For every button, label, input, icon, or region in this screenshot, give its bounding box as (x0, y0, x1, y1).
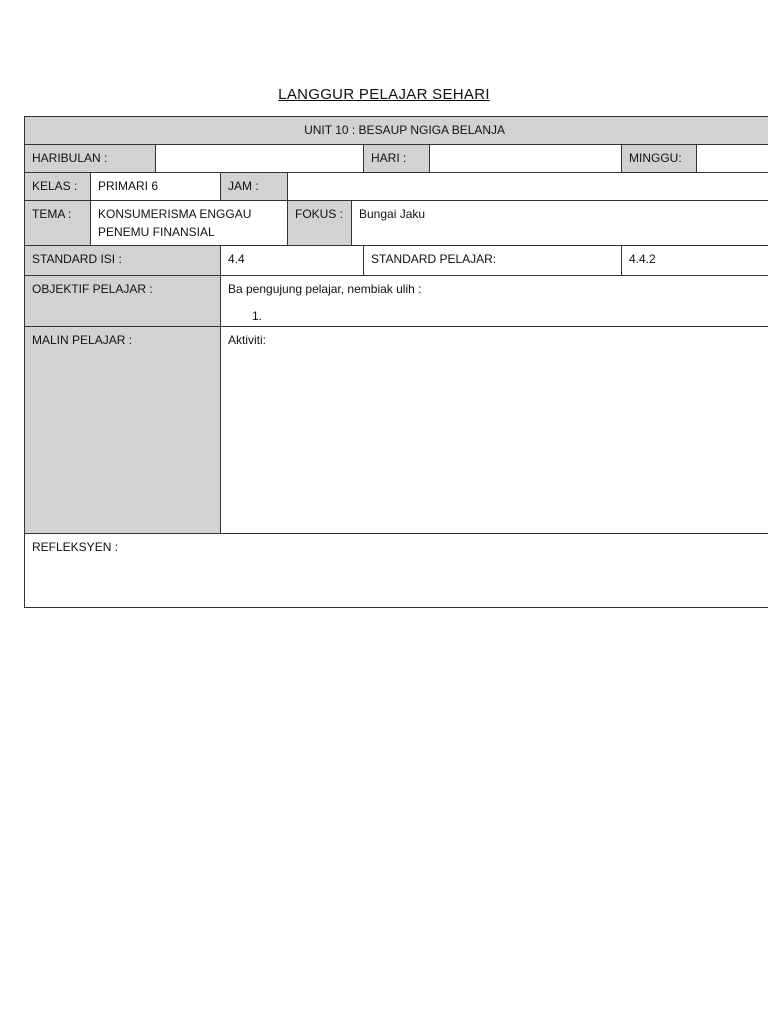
haribulan-label: HARIBULAN : (25, 145, 156, 173)
tema-label: TEMA : (25, 201, 91, 246)
unit-heading: UNIT 10 : BESAUP NGIGA BELANJA (25, 117, 768, 145)
standard-isi-field[interactable]: 4.4 (221, 246, 364, 276)
fokus-field[interactable]: Bungai Jaku (352, 201, 768, 246)
haribulan-field[interactable] (156, 145, 364, 173)
activity-row (25, 327, 768, 534)
objektif-field[interactable] (221, 276, 768, 327)
fokus-label: FOKUS : (288, 201, 352, 246)
class-row (25, 173, 768, 201)
unit-row (25, 117, 768, 145)
theme-row (25, 201, 768, 246)
standard-pelajar-field[interactable]: 4.4.2 (622, 246, 768, 276)
jam-label: JAM : (221, 173, 288, 201)
malin-label: MALIN PELAJAR : (25, 327, 221, 534)
objektif-list-item: 1. (252, 309, 263, 323)
date-row (25, 145, 768, 173)
refleksyen-field[interactable] (25, 534, 768, 608)
kelas-field[interactable]: PRIMARI 6 (91, 173, 221, 201)
jam-field[interactable] (288, 173, 768, 201)
kelas-label: KELAS : (25, 173, 91, 201)
hari-label: HARI : (364, 145, 430, 173)
hari-field[interactable] (430, 145, 622, 173)
objektif-intro: Ba pengujung pelajar, nembiak ulih : (228, 282, 422, 296)
objektif-label: OBJEKTIF PELAJAR : (25, 276, 221, 327)
minggu-field[interactable] (697, 145, 768, 173)
tema-field[interactable] (91, 201, 288, 246)
standard-pelajar-label: STANDARD PELAJAR: (364, 246, 622, 276)
reflection-row (25, 534, 768, 608)
standard-isi-label: STANDARD ISI : (25, 246, 221, 276)
standard-row (25, 246, 768, 276)
lesson-plan-table (24, 116, 768, 608)
refleksyen-label: REFLEKSYEN : (32, 540, 119, 554)
minggu-label: MINGGU: (622, 145, 697, 173)
tema-value-line1: KONSUMERISMA ENGGAU (98, 207, 252, 221)
document-title: LANGGUR PELAJAR SEHARI (278, 86, 490, 103)
tema-value-line2: PENEMU FINANSIAL (98, 225, 215, 239)
aktiviti-field[interactable]: Aktiviti: (221, 327, 768, 534)
objective-row (25, 276, 768, 327)
